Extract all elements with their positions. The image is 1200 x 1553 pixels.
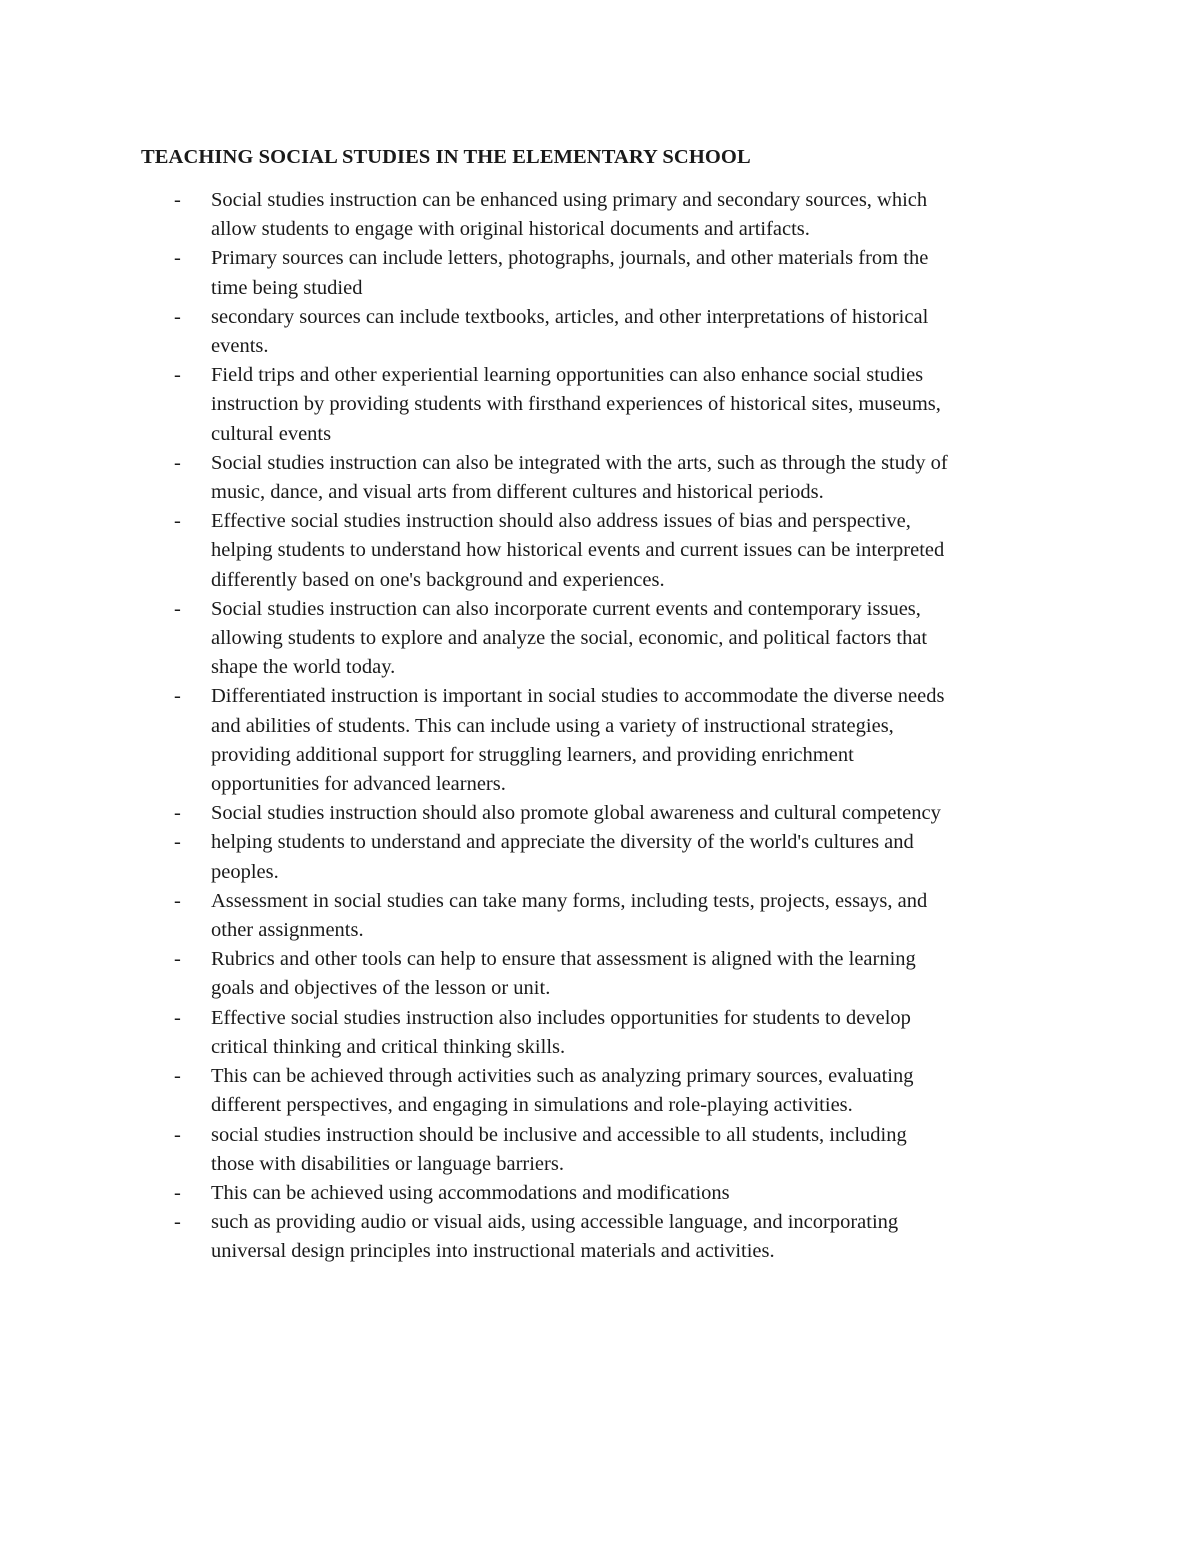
bullet-text <box>211 1121 1081 1179</box>
bullet-marker: - <box>174 831 181 854</box>
text-line: time being studied <box>211 276 363 299</box>
bullet-marker: - <box>174 1006 181 1029</box>
list-item <box>0 828 1200 886</box>
bullet-text <box>211 595 1081 683</box>
list-item <box>0 595 1200 683</box>
bullet-text <box>211 828 1081 886</box>
bullet-marker: - <box>174 1065 181 1088</box>
bullet-marker: - <box>174 510 181 533</box>
text-line: universal design principles into instructional materials and activities. <box>211 1240 775 1263</box>
bullet-text <box>211 449 1081 507</box>
list-item <box>0 244 1200 302</box>
list-item <box>0 1179 1200 1208</box>
bullet-text <box>211 507 1081 595</box>
text-line: This can be achieved through activities such as analyzing primary sources, evaluating <box>211 1065 914 1088</box>
text-line: Rubrics and other tools can help to ensure that assessment is aligned with the learning <box>211 948 916 971</box>
text-line: Field trips and other experiential learning opportunities can also enhance social studies <box>211 364 924 387</box>
bullet-marker: - <box>174 451 181 474</box>
text-line: such as providing audio or visual aids, using accessible language, and incorporating <box>211 1211 899 1234</box>
text-line: helping students to understand how historical events and current issues can be interpreted <box>211 539 945 562</box>
bullet-marker: - <box>174 597 181 620</box>
list-item <box>0 799 1200 828</box>
bullet-text <box>211 361 1081 449</box>
bullet-marker: - <box>174 685 181 708</box>
bullet-marker: - <box>174 889 181 912</box>
text-line: goals and objectives of the lesson or unit. <box>211 977 551 1000</box>
text-line: cultural events <box>211 422 332 445</box>
bullet-marker: - <box>174 1123 181 1146</box>
document-title: TEACHING SOCIAL STUDIES IN THE ELEMENTARY SCHOOL <box>141 146 751 168</box>
text-line: opportunities for advanced learners. <box>211 773 506 796</box>
list-item <box>0 186 1200 244</box>
bullet-text <box>211 1179 1081 1208</box>
bullet-text <box>211 186 1081 244</box>
bullet-marker: - <box>174 364 181 387</box>
text-line: secondary sources can include textbooks, articles, and other interpretations of historical <box>211 305 929 328</box>
bullet-marker: - <box>174 948 181 971</box>
text-line: This can be achieved using accommodations and modifications <box>211 1181 730 1204</box>
text-line: other assignments. <box>211 919 364 942</box>
list-item <box>0 361 1200 449</box>
bullet-text <box>211 1208 1081 1266</box>
text-line: Social studies instruction can also incorporate current events and contemporary issues, <box>211 597 921 620</box>
list-item <box>0 1062 1200 1120</box>
list-item <box>0 1004 1200 1062</box>
text-line: social studies instruction should be inclusive and accessible to all students, including <box>211 1123 907 1146</box>
text-line: helping students to understand and appreciate the diversity of the world's cultures and <box>211 831 914 854</box>
list-item <box>0 887 1200 945</box>
text-line: instruction by providing students with firsthand experiences of historical sites, museums, <box>211 393 941 416</box>
text-line: events. <box>211 335 269 358</box>
text-line: Social studies instruction can be enhanced using primary and secondary sources, which <box>211 189 928 211</box>
list-item <box>0 1121 1200 1179</box>
text-line: providing additional support for struggling learners, and providing enrichment <box>211 743 854 766</box>
bullet-marker: - <box>174 1181 181 1204</box>
bullet-text <box>211 682 1081 799</box>
bullet-text <box>211 303 1081 361</box>
bullet-marker: - <box>174 1211 181 1234</box>
list-item <box>0 1208 1200 1266</box>
text-line: Assessment in social studies can take many forms, including tests, projects, essays, and <box>211 889 928 912</box>
bullet-marker: - <box>174 247 181 270</box>
text-line: Differentiated instruction is important in social studies to accommodate the diverse needs <box>211 685 945 708</box>
bullet-marker: - <box>174 802 181 825</box>
bullet-text <box>211 945 1081 1003</box>
text-line: Social studies instruction should also promote global awareness and cultural competency <box>211 802 941 825</box>
text-line: shape the world today. <box>211 656 396 679</box>
text-line: differently based on one's background and experiences. <box>211 568 665 591</box>
text-line: different perspectives, and engaging in simulations and role-playing activities. <box>211 1094 853 1117</box>
text-line: music, dance, and visual arts from different cultures and historical periods. <box>211 481 824 504</box>
text-line: and abilities of students. This can include using a variety of instructional strategies, <box>211 714 894 737</box>
list-item <box>0 682 1200 799</box>
bullet-marker: - <box>174 189 181 211</box>
bullet-list <box>0 186 1200 1267</box>
text-line: those with disabilities or language barriers. <box>211 1152 564 1175</box>
bullet-text <box>211 799 1081 828</box>
bullet-text <box>211 1062 1081 1120</box>
bullet-text <box>211 887 1081 945</box>
text-line: critical thinking and critical thinking skills. <box>211 1035 566 1058</box>
text-line: Social studies instruction can also be integrated with the arts, such as through the study of <box>211 451 948 474</box>
text-line: peoples. <box>211 860 279 883</box>
list-item <box>0 507 1200 595</box>
text-line: Primary sources can include letters, photographs, journals, and other materials from the <box>211 247 929 270</box>
list-item <box>0 303 1200 361</box>
bullet-text <box>211 244 1081 302</box>
text-line: Effective social studies instruction also includes opportunities for students to develop <box>211 1006 911 1029</box>
bullet-marker: - <box>174 305 181 328</box>
list-item <box>0 449 1200 507</box>
text-line: Effective social studies instruction should also address issues of bias and perspective, <box>211 510 911 533</box>
list-item <box>0 945 1200 1003</box>
bullet-text <box>211 1004 1081 1062</box>
text-line: allowing students to explore and analyze the social, economic, and political factors that <box>211 627 928 650</box>
text-line: allow students to engage with original historical documents and artifacts. <box>211 218 810 241</box>
